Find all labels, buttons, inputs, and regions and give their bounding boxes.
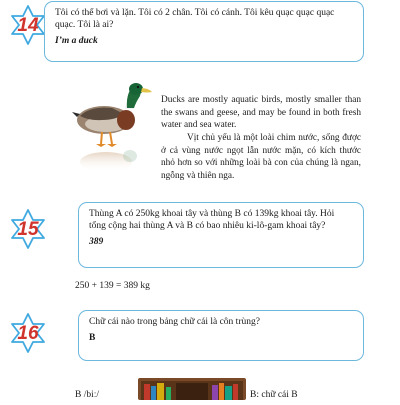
- question-number-badge-14: [8, 5, 48, 45]
- calculation-text: 250 + 139 = 389 kg: [75, 281, 150, 291]
- duck-description-vietnamese: Vịt chủ yếu là một loài chim nước, sống được ở cả vùng nước ngọt lẫn nước mặn, có kích thước nhỏ hơn so với những loài bà con của chúng là ngan, ngỗng và thiên nga.: [161, 133, 361, 181]
- question-box-14: [44, 1, 364, 62]
- answer-text: 389: [89, 237, 104, 247]
- question-number: 16: [17, 323, 39, 344]
- question-number: 15: [17, 219, 39, 240]
- letter-explanation-text: B: chữ cái B: [250, 390, 298, 400]
- question-text: Thùng A có 250kg khoai tây và thùng B có 139kg khoai tây. Hỏi tổng cộng hai thùng A và B có bao nhiêu ki-lô-gam khoai tây?: [89, 209, 335, 231]
- question-text: Chữ cái nào trong bảng chữ cái là côn trùng?: [89, 317, 260, 327]
- question-box-16: [78, 310, 364, 361]
- question-number-badge-16: [8, 313, 48, 353]
- answer-text: I’m a duck: [55, 36, 98, 46]
- pronunciation-text: B /biː/: [75, 390, 100, 400]
- duck-image: [72, 70, 154, 190]
- duck-description-english: Ducks are mostly aquatic birds, mostly smaller than the swans and geese, and may be found in both fresh water and sea water.: [161, 95, 361, 130]
- question-number: 14: [17, 15, 39, 36]
- question-number-badge-15: [8, 209, 48, 249]
- question-box-15: [78, 202, 364, 268]
- answer-text: B: [89, 333, 96, 343]
- question-text: Tôi có thể bơi và lặn. Tôi có 2 chân. Tôi có cánh. Tôi kêu quạc quạc quạc quạc. Tôi là ai?: [55, 8, 335, 30]
- bookshelf-image: [138, 378, 246, 400]
